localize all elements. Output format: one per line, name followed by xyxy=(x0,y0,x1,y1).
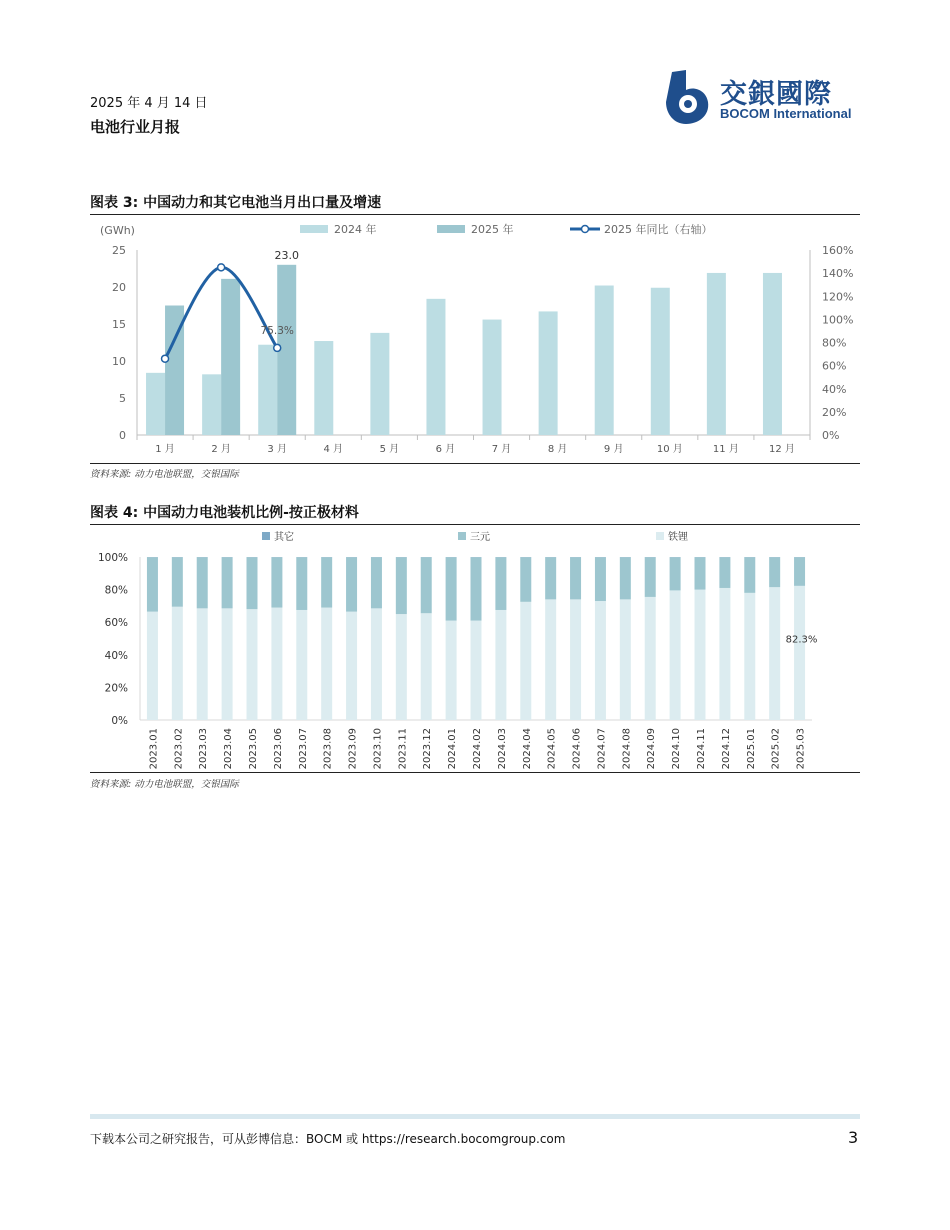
figure4-x-tick: 2023.03 xyxy=(198,728,210,770)
figure4-bar-segment xyxy=(670,590,681,720)
figure3-x-tick: 1 月 xyxy=(155,444,175,455)
figure4-bar-segment xyxy=(794,557,805,586)
figure4-x-tick: 2023.01 xyxy=(148,728,160,770)
logo-english-name: BOCOM International xyxy=(720,106,852,121)
figure3-bar-2024 xyxy=(202,374,221,435)
figure3-legend-label: 2025 年同比（右轴） xyxy=(604,223,713,236)
figure4-bar-segment xyxy=(620,599,631,720)
figure3-data-label-bar: 23.0 xyxy=(274,248,299,262)
figure3-data-label-line: 75.3% xyxy=(260,324,294,337)
figure3-chart xyxy=(90,216,860,462)
figure3-left-axis-unit: (GWh) xyxy=(100,224,135,237)
figure4-x-tick: 2025.01 xyxy=(745,728,757,770)
figure3-bar-2024 xyxy=(707,273,726,435)
figure4-y-tick: 40% xyxy=(104,649,128,662)
figure4-x-tick: 2024.06 xyxy=(571,728,583,770)
figure4-bar-segment xyxy=(446,557,457,620)
figure4-x-tick: 2023.06 xyxy=(272,728,284,770)
figure3-legend-swatch xyxy=(300,225,328,233)
figure4-chart xyxy=(90,526,860,772)
figure3-bar-2024 xyxy=(651,288,670,435)
figure4-bottom-rule xyxy=(90,772,860,773)
figure3-bar-2025 xyxy=(221,279,240,435)
figure4-bar-segment xyxy=(695,557,706,589)
figure4-bar-segment xyxy=(296,610,307,720)
figure3-left-tick: 5 xyxy=(119,392,126,405)
figure4-bar-segment xyxy=(670,557,681,590)
figure3-right-tick: 140% xyxy=(822,267,854,281)
figure3-x-tick: 9 月 xyxy=(603,444,624,455)
figure3-title: 图表 3: 中国动力和其它电池当月出口量及增速 xyxy=(90,195,382,211)
figure4-x-tick: 2023.12 xyxy=(422,728,434,770)
figure4-x-tick: 2023.09 xyxy=(347,728,359,770)
figure4-bar-segment xyxy=(321,608,332,720)
figure4-bar-segment xyxy=(446,621,457,720)
figure3-yoy-point xyxy=(274,344,281,351)
figure4-bar-segment xyxy=(570,599,581,720)
figure3-right-tick: 20% xyxy=(822,405,847,419)
figure3-left-tick: 25 xyxy=(112,244,126,257)
figure3-right-tick: 80% xyxy=(822,336,847,350)
figure4-bar-segment xyxy=(595,601,606,720)
figure4-bar-segment xyxy=(197,557,208,608)
figure4-x-tick: 2024.09 xyxy=(646,728,658,770)
figure4-legend-swatch xyxy=(656,532,664,540)
figure4-bar-segment xyxy=(247,609,258,720)
figure4-bar-segment xyxy=(396,614,407,720)
figure3-top-rule xyxy=(90,214,860,215)
figure4-bar-segment xyxy=(744,593,755,720)
figure4-bar-segment xyxy=(645,557,656,597)
figure3-bar-2024 xyxy=(258,345,277,435)
figure4-x-tick: 2024.05 xyxy=(546,728,558,770)
figure4-title: 图表 4: 中国动力电池装机比例-按正极材料 xyxy=(90,505,359,521)
bocom-logo xyxy=(664,68,864,126)
figure3-bar-2024 xyxy=(370,333,389,435)
figure4-bar-segment xyxy=(396,557,407,614)
logo-chinese-name: 交銀國際 xyxy=(720,79,832,110)
figure4-x-tick: 2024.07 xyxy=(596,728,608,770)
figure3-source: 资料来源: 动力电池联盟，交银国际 xyxy=(90,469,239,480)
figure4-x-tick: 2023.11 xyxy=(397,728,409,770)
figure4-bar-segment xyxy=(147,557,158,611)
figure4-x-tick: 2025.02 xyxy=(770,728,782,770)
figure4-y-tick: 80% xyxy=(104,584,128,597)
figure4-legend-swatch xyxy=(262,532,270,540)
figure3-right-tick: 160% xyxy=(822,244,854,257)
figure4-bar-segment xyxy=(495,610,506,720)
figure3-bar-2024 xyxy=(426,299,445,435)
report-date: 2025 年 4 月 14 日 xyxy=(90,96,208,111)
figure4-bar-segment xyxy=(620,557,631,599)
figure3-x-tick: 11 月 xyxy=(712,444,739,455)
figure3-yoy-point xyxy=(162,355,169,362)
figure4-bar-segment xyxy=(769,557,780,587)
figure3-legend-label: 2025 年 xyxy=(471,223,514,236)
figure3-bottom-rule xyxy=(90,463,860,464)
figure3-left-tick: 15 xyxy=(112,318,126,331)
figure4-bar-segment xyxy=(346,612,357,720)
figure4-bar-segment xyxy=(794,586,805,720)
figure3-x-tick: 2 月 xyxy=(211,444,231,455)
figure4-top-rule xyxy=(90,524,860,525)
figure4-x-tick: 2023.04 xyxy=(223,728,235,770)
figure3-x-tick: 4 月 xyxy=(323,444,344,455)
figure4-bar-segment xyxy=(222,557,233,608)
figure3-bar-2024 xyxy=(483,320,502,435)
figure4-bar-segment xyxy=(197,608,208,720)
figure4-bar-segment xyxy=(471,621,482,720)
figure4-x-tick: 2024.02 xyxy=(472,728,483,770)
figure4-source: 资料来源: 动力电池联盟，交银国际 xyxy=(90,779,239,790)
figure3-left-tick: 0 xyxy=(119,429,126,442)
figure3-x-tick: 10 月 xyxy=(656,444,683,455)
figure4-bar-segment xyxy=(271,557,282,607)
report-name: 电池行业月报 xyxy=(90,118,181,136)
figure4-legend-label: 三元 xyxy=(470,532,490,543)
figure3-right-tick: 40% xyxy=(822,382,847,396)
figure3-right-tick: 120% xyxy=(822,290,854,304)
figure4-bar-segment xyxy=(595,557,606,601)
figure3-x-tick: 7 月 xyxy=(491,444,512,455)
figure3-x-tick: 6 月 xyxy=(435,444,456,455)
figure4-x-tick: 2023.05 xyxy=(248,728,259,770)
figure4-bar-segment xyxy=(147,612,158,720)
figure3-bar-2024 xyxy=(146,373,165,435)
figure3-x-tick: 3 月 xyxy=(267,444,287,455)
figure4-x-tick: 2024.12 xyxy=(720,728,732,770)
figure3-legend-swatch xyxy=(437,225,465,233)
figure4-x-tick: 2023.02 xyxy=(173,728,185,770)
bocom-logo-icon xyxy=(664,68,716,126)
figure4-y-tick: 0% xyxy=(111,715,128,727)
figure3-left-tick: 10 xyxy=(112,355,126,368)
figure4-x-tick: 2024.04 xyxy=(521,728,533,770)
figure4-x-tick: 2024.10 xyxy=(671,728,683,770)
figure4-x-tick: 2024.11 xyxy=(696,728,707,770)
figure4-bar-segment xyxy=(719,557,730,588)
figure4-bar-segment xyxy=(769,587,780,720)
figure4-y-tick: 60% xyxy=(104,617,128,630)
footer-text: 下载本公司之研究报告，可从彭博信息：BOCM 或 https://research.bocomgroup.com xyxy=(90,1132,566,1146)
figure4-legend-label: 其它 xyxy=(274,532,294,543)
figure4-y-tick: 100% xyxy=(97,552,128,564)
figure4-bar-segment xyxy=(695,590,706,720)
figure4-bar-segment xyxy=(545,599,556,720)
figure4-bar-segment xyxy=(172,557,183,607)
figure4-bar-segment xyxy=(421,557,432,613)
figure4-x-tick: 2024.01 xyxy=(447,728,459,770)
figure4-bar-segment xyxy=(222,608,233,720)
figure4-bar-segment xyxy=(421,613,432,720)
figure3-x-tick: 12 月 xyxy=(769,444,795,455)
figure4-bar-segment xyxy=(719,588,730,720)
figure4-x-tick: 2024.08 xyxy=(621,728,633,770)
figure4-bar-segment xyxy=(321,557,332,607)
figure4-bar-segment xyxy=(271,608,282,720)
figure4-bar-segment xyxy=(520,602,531,720)
figure4-legend-label: 铁锂 xyxy=(668,532,688,543)
figure4-bar-segment xyxy=(645,597,656,720)
figure4-bar-segment xyxy=(545,557,556,599)
figure3-bar-2024 xyxy=(763,273,782,435)
figure4-bar-segment xyxy=(247,557,258,609)
figure4-x-tick: 2023.08 xyxy=(322,728,334,770)
figure4-x-tick: 2023.10 xyxy=(372,728,384,770)
figure3-legend-label: 2024 年 xyxy=(334,223,377,236)
figure4-x-tick: 2025.03 xyxy=(795,728,807,770)
page-number: 3 xyxy=(848,1128,859,1147)
footer-divider xyxy=(90,1114,860,1119)
figure4-bar-segment xyxy=(296,557,307,610)
figure3-right-tick: 100% xyxy=(822,313,854,327)
figure3-legend-marker xyxy=(582,226,589,233)
figure4-bar-segment xyxy=(371,608,382,720)
figure3-yoy-point xyxy=(218,264,225,271)
figure4-data-label: 82.3% xyxy=(785,634,818,646)
figure4-y-tick: 20% xyxy=(104,682,128,695)
figure4-bar-segment xyxy=(346,557,357,611)
figure4-bar-segment xyxy=(172,607,183,720)
figure4-bar-segment xyxy=(570,557,581,599)
figure3-x-tick: 8 月 xyxy=(547,444,568,455)
figure3-right-tick: 0% xyxy=(822,429,840,442)
figure4-legend-swatch xyxy=(458,532,466,540)
figure4-x-tick: 2024.03 xyxy=(496,728,508,770)
figure4-bar-segment xyxy=(471,557,482,620)
figure3-left-tick: 20 xyxy=(112,281,126,294)
figure3-bar-2024 xyxy=(314,341,333,435)
figure4-bar-segment xyxy=(371,557,382,608)
figure3-bar-2024 xyxy=(595,286,614,435)
figure3-right-tick: 60% xyxy=(822,359,847,373)
figure4-bar-segment xyxy=(744,557,755,593)
figure4-bar-segment xyxy=(520,557,531,602)
figure4-x-tick: 2023.07 xyxy=(297,728,309,770)
figure3-bar-2024 xyxy=(539,311,558,435)
figure3-x-tick: 5 月 xyxy=(379,444,400,455)
figure4-bar-segment xyxy=(495,557,506,610)
